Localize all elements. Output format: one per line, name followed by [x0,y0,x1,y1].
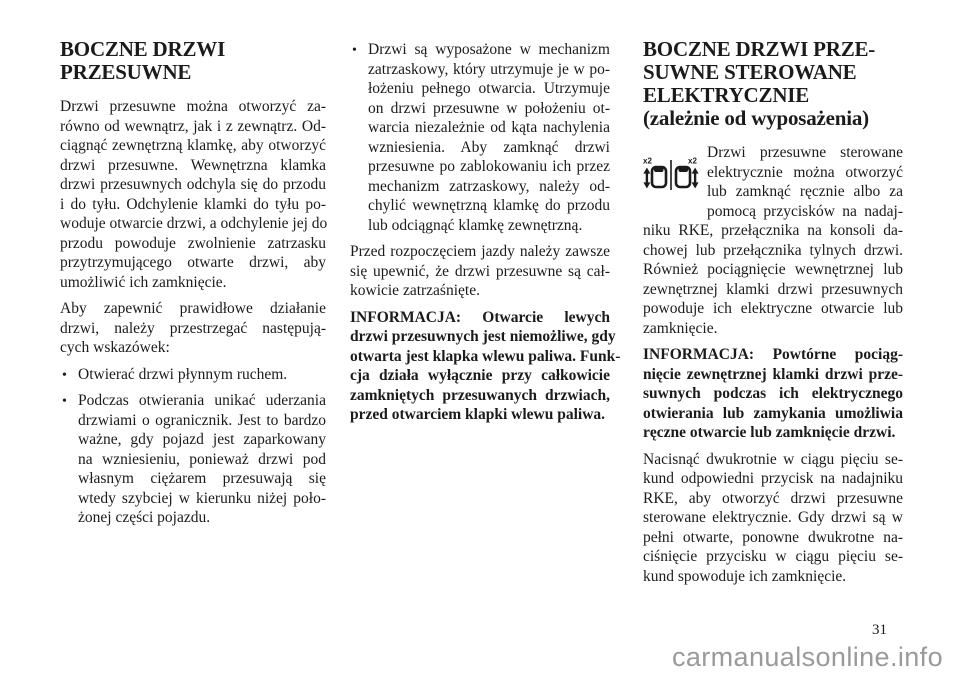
text-line: Przed rozpoczęciem jazdy należy zawsze [350,243,610,260]
x2-label-left: x2 [643,156,652,166]
text-line: Nacisnąć dwukrotnie w ciągu pięciu se- [643,450,903,468]
text-line: on drzwi przesuwne w położeniu ot- [368,99,610,117]
text-line: niku RKE, przełącznika na konsoli da- [643,222,903,239]
text-line: warcia niezależnie od kąta nachylenia [368,119,610,136]
text-line: Drzwi przesuwne można otworzyć za- [60,98,326,115]
heading-line: (zależnie od wyposażenia) [643,106,869,130]
bullet-item [60,391,326,528]
icon-divider [670,160,672,190]
text-line: cych wskazówek: [60,339,170,356]
right-door-window [679,166,689,172]
column-left [60,38,326,528]
section-heading [643,38,903,130]
text-line: przodu powoduje zwolnienie zatrzasku [60,234,326,252]
section-heading [60,38,326,84]
text-line: suwnych podczas ich elektrycznego [643,385,903,402]
text-line: INFORMACJA: Otwarcie lewych [350,308,610,326]
text-line: przed otwarciem klapki wlewu paliwa. [350,406,606,423]
power-sliding-doors-icon [643,143,707,221]
text-line: żonej części pojazdu. [78,509,211,526]
text-line: pomocą przycisków na nadaj- [707,202,903,220]
page-number: 31 [872,622,887,638]
text-line: Otwierać drzwi płynnym ruchem. [78,365,288,383]
text-line: przytrzymującego otwarte drzwi, aby [60,254,326,271]
text-line: na wzniesieniu, ponieważ drzwi pod [78,450,326,468]
text-line: umożliwić ich zamknięcie. [60,273,227,291]
text-line: nięcie zewnętrznej klamki drzwi prze- [643,365,903,383]
text-line: drzwi przesuwnych jest niemożliwe, gdy [350,328,616,345]
text-line: drzwi przesuwnych odchyla się do przodu [60,176,326,193]
text-line: i do tyłu. Odchylenie klamki do tyłu po- [60,195,326,213]
text-line: INFORMACJA: Powtórne pociąg- [643,346,903,363]
text-line: Aby zapewnić prawidłowe działanie [60,300,326,317]
text-line: cja działa wyłącznie przy całkowicie [350,367,610,384]
text-line: Podczas otwierania unikać uderzania [78,392,326,409]
text-line: Również pociągnięcie wewnętrznej lub [643,261,903,278]
text-line: ręczne otwarcie lub zamknięcie drzwi. [643,424,896,441]
text-line: woduje otwarcie drzwi, a odchylenie jej do [60,215,328,232]
heading-line: ELEKTRYCZNIE [643,83,810,107]
text-line: ważne, gdy pojazd jest zaparkowany [78,431,326,448]
text-line: RKE, aby otworzyć drzwi przesuwne [643,489,903,507]
text-line: sterowane elektrycznie. Gdy drzwi są w [643,509,903,526]
text-line: kund odpowiedni przycisk na nadajniku [643,470,903,487]
paragraph [350,242,610,301]
text-line: ciągnąć zewnętrzną klamkę, aby otworzyć [60,137,326,154]
text-line: wtedy szybciej w kierunku niżej poło- [78,489,326,507]
bullet-marker: • [62,394,67,409]
bullet-item [60,365,326,385]
text-line: drzwi, należy przestrzegać następują- [60,319,326,337]
column-middle [350,40,621,425]
text-line: elektrycznie można otworzyć [707,163,903,181]
text-line: lub odciągnąć klamkę zewnętrzną. [368,216,583,234]
text-line: pełni otwarte, ponowne dwukrotne na- [643,528,903,546]
text-line: powoduje ich elektryczne otwarcie lub [643,300,903,317]
text-line: kowicie zatrzaśnięte. [350,282,480,299]
text-line: własnym ciężarem przesuwają się [78,470,326,487]
text-line: Drzwi przesuwne sterowane [707,144,903,161]
paragraph [350,308,621,425]
text-line: zamkniętych przesuwanych drzwiach, [350,386,610,404]
text-line: drzwiami o ogranicznik. Jest to bardzo [78,411,326,429]
text-line: drzwi przesuwne. Wewnętrzna klamka [60,156,326,174]
bullet-marker: • [352,43,357,58]
text-line: łożeniu pełnego otwarcia. Utrzymuje [368,80,610,97]
text-line: kund spowoduje ich zamknięcie. [643,567,847,585]
text-line: otwierania lub zamykania umożliwia [643,404,903,422]
text-line: Drzwi są wyposażone w mechanizm [368,41,610,58]
heading-line: BOCZNE DRZWI [60,37,226,61]
heading-line: BOCZNE DRZWI PRZE- [643,37,876,61]
text-line: mechanizm zatrzaskowy, należy od- [368,177,610,195]
text-line: się upewnić, że drzwi przesuwne są cał- [350,262,610,280]
text-line: chylić wewnętrzną klamkę do przodu [368,197,610,214]
text-line: zatrzaskowy, który utrzymuje je w po- [368,60,610,78]
text-line: chowej lub przełącznika tylnych drzwi. [643,241,903,259]
text-line: zamknięcie. [643,319,718,337]
text-line: przesuwne po zablokowaniu ich przez [368,158,610,175]
paragraph [643,450,903,587]
heading-line: SUWNE STEROWANE [643,60,857,84]
column-right [643,38,903,586]
heading-line: PRZESUWNE [60,60,192,84]
text-line: wzniesienia. Aby zamknąć drzwi [368,138,610,156]
paragraph [643,143,903,338]
paragraph [643,345,903,443]
left-door-window [654,166,664,172]
text-line: otwarta jest klapka wlewu paliwa. Funk- [350,347,621,365]
text-line: zewnętrznej klamki drzwi przesuwnych [643,280,903,298]
bullet-item [350,40,610,235]
bullet-marker: • [62,367,67,383]
text-line: lub zamknąć ręcznie albo za [707,183,903,200]
paragraph [60,299,326,358]
paragraph [60,97,326,292]
watermark-text: carmanualsonline.info [671,642,943,672]
x2-label-right: x2 [688,156,697,166]
text-line: ciśnięcie przycisku w ciągu pięciu se- [643,548,903,565]
text-line: równo od wewnątrz, jak i z zewnątrz. Od- [60,117,326,135]
